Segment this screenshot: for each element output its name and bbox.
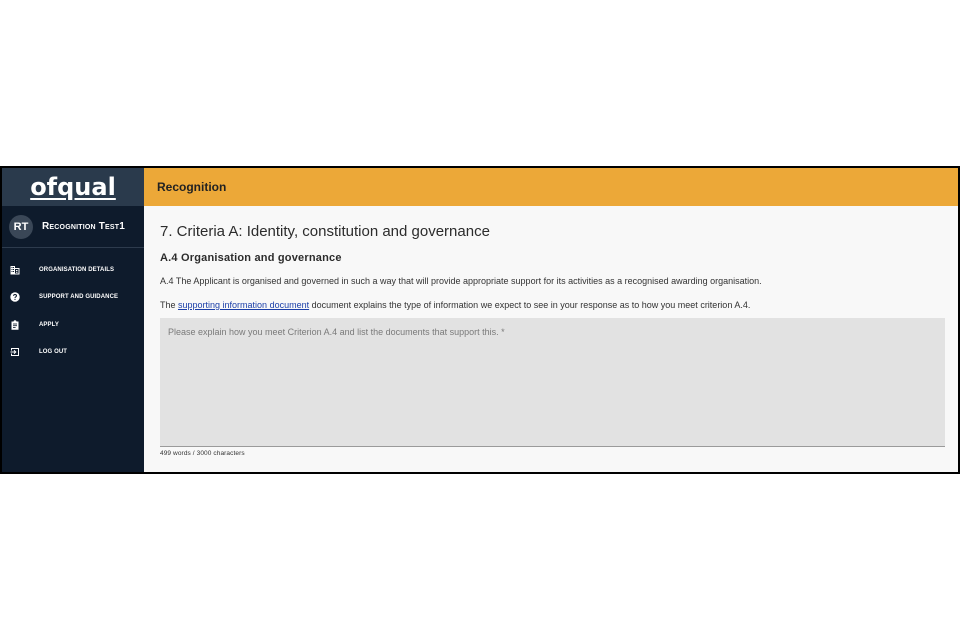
character-count: 499 words / 3000 characters	[160, 450, 245, 457]
user-profile	[2, 206, 144, 248]
sidebar-item-log-out[interactable]	[2, 339, 144, 367]
clipboard-icon	[10, 320, 20, 330]
sidebar-item-organisation-details[interactable]	[2, 256, 144, 284]
guidance-text	[160, 300, 944, 311]
sidebar-item-apply[interactable]	[2, 311, 144, 339]
supporting-information-link[interactable]: supporting information document	[178, 300, 310, 310]
section-title: 7. Criteria A: Identity, constitution and governance	[160, 223, 490, 240]
building-icon	[10, 265, 20, 275]
sidebar-nav	[2, 248, 144, 366]
criterion-description: A.4 The Applicant is organised and governed in such a way that will provide appropriate support for its activities as a recognised awarding organisation.	[160, 276, 762, 286]
sidebar-item-label: SUPPORT AND GUIDANCE	[39, 294, 119, 301]
sidebar	[2, 168, 144, 472]
criterion-title: A.4 Organisation and governance	[160, 252, 342, 264]
app-window	[0, 166, 960, 474]
response-textarea[interactable]	[160, 318, 945, 447]
avatar: RT	[9, 215, 33, 239]
brand-header	[2, 168, 144, 206]
form-content	[144, 206, 958, 472]
sidebar-item-support-and-guidance[interactable]	[2, 284, 144, 312]
sidebar-item-label: APPLY	[39, 321, 59, 328]
guidance-prefix: The	[160, 300, 179, 310]
main-panel	[144, 168, 958, 472]
ofqual-logo[interactable]: ofqual	[30, 173, 116, 201]
user-name: Recognition Test1	[42, 221, 126, 232]
logout-icon	[10, 347, 20, 357]
guidance-suffix: document explains the type of information we expect to see in your response as to how you meet criterion A.4.	[309, 300, 751, 310]
sidebar-item-label: ORGANISATION DETAILS	[39, 266, 115, 273]
help-circle-icon	[10, 292, 20, 302]
page-title: Recognition	[157, 180, 227, 194]
top-bar	[144, 168, 958, 206]
sidebar-item-label: LOG OUT	[39, 349, 68, 356]
